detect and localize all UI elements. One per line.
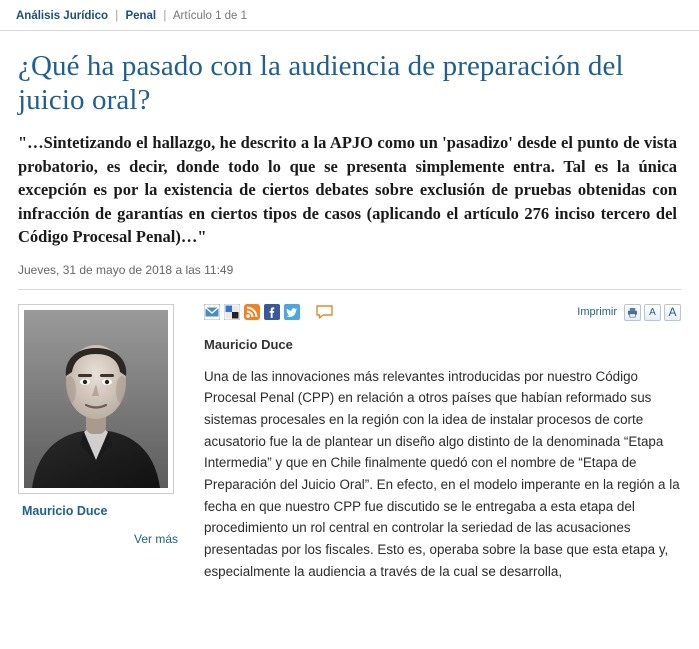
- comment-bubble-icon[interactable]: [316, 305, 333, 319]
- print-tools: [577, 304, 681, 321]
- article-lead: "…Sintetizando el hallazgo, he descrito a la APJO como un 'pasadizo' desde el punto de vista probatorio, es decir, donde todo lo que se presenta simplemente entra. Tal es la única excepción es por la existencia de ciertos debates sobre exclusión de pruebas obtenidas con infracción de garantías en ciertos tipos de casos (aplicando el artículo 276 inciso tercero del Código Procesal Penal)…": [18, 133, 677, 247]
- author-photo-frame: [18, 304, 174, 494]
- share-toolbar: [204, 304, 681, 321]
- share-icon-group: [204, 304, 333, 320]
- rss-share-icon[interactable]: [244, 304, 260, 320]
- breadcrumb-category[interactable]: Penal: [125, 10, 157, 22]
- increase-font-button[interactable]: A: [664, 304, 681, 321]
- author-name[interactable]: Mauricio Duce: [22, 503, 108, 518]
- article-body: [204, 366, 681, 583]
- breadcrumb-section[interactable]: Análisis Jurídico: [16, 10, 109, 22]
- article-body-column: [186, 304, 681, 593]
- article-byline: Mauricio Duce: [204, 336, 293, 352]
- breadcrumb-separator-2: |: [163, 10, 167, 22]
- article-timestamp: Jueves, 31 de mayo de 2018 a las 11:49: [18, 262, 234, 277]
- delicious-share-icon[interactable]: [224, 304, 240, 320]
- author-more-link[interactable]: Ver más: [133, 531, 178, 546]
- email-share-icon[interactable]: [204, 304, 220, 320]
- twitter-share-icon[interactable]: [284, 304, 300, 320]
- breadcrumb: [0, 0, 699, 31]
- article-content: [0, 49, 699, 593]
- author-card: [18, 304, 186, 546]
- body-paragraph: Una de las innovaciones más relevantes introducidas por nuestro Código Procesal Penal (CPP) en relación a otros países que habían reformado sus sistemas procesales en la región con la idea de instalar procesos de corte acusatorio fue la de plantear un diseño algo distinto de la denominada “Etapa Intermedia” y que en Chile finalmente quedó con el nombre de “Etapa de Preparación del Juicio Oral”. En efecto, en el modelo imperante en la región a la fecha en que nuestro CPP fue discutido se le entregaba a esta etapa del procedimiento un rol central en controlar la seriedad de las acusaciones presentadas por los fiscales. Esto es, operaba sobre la base que esta etapa y, especialmente la audiencia a través de la cual se desarrolla,: [204, 368, 680, 579]
- author-photo: [24, 310, 168, 488]
- divider: [18, 289, 681, 290]
- breadcrumb-position: Artículo 1 de 1: [172, 10, 248, 22]
- breadcrumb-separator-1: |: [115, 10, 119, 22]
- article-columns: [18, 304, 681, 593]
- page-title: ¿Qué ha pasado con la audiencia de preparación del juicio oral?: [18, 50, 624, 117]
- facebook-share-icon[interactable]: [264, 304, 280, 320]
- print-label[interactable]: Imprimir: [577, 306, 617, 319]
- decrease-font-button[interactable]: A: [644, 304, 661, 321]
- print-icon[interactable]: [624, 304, 641, 321]
